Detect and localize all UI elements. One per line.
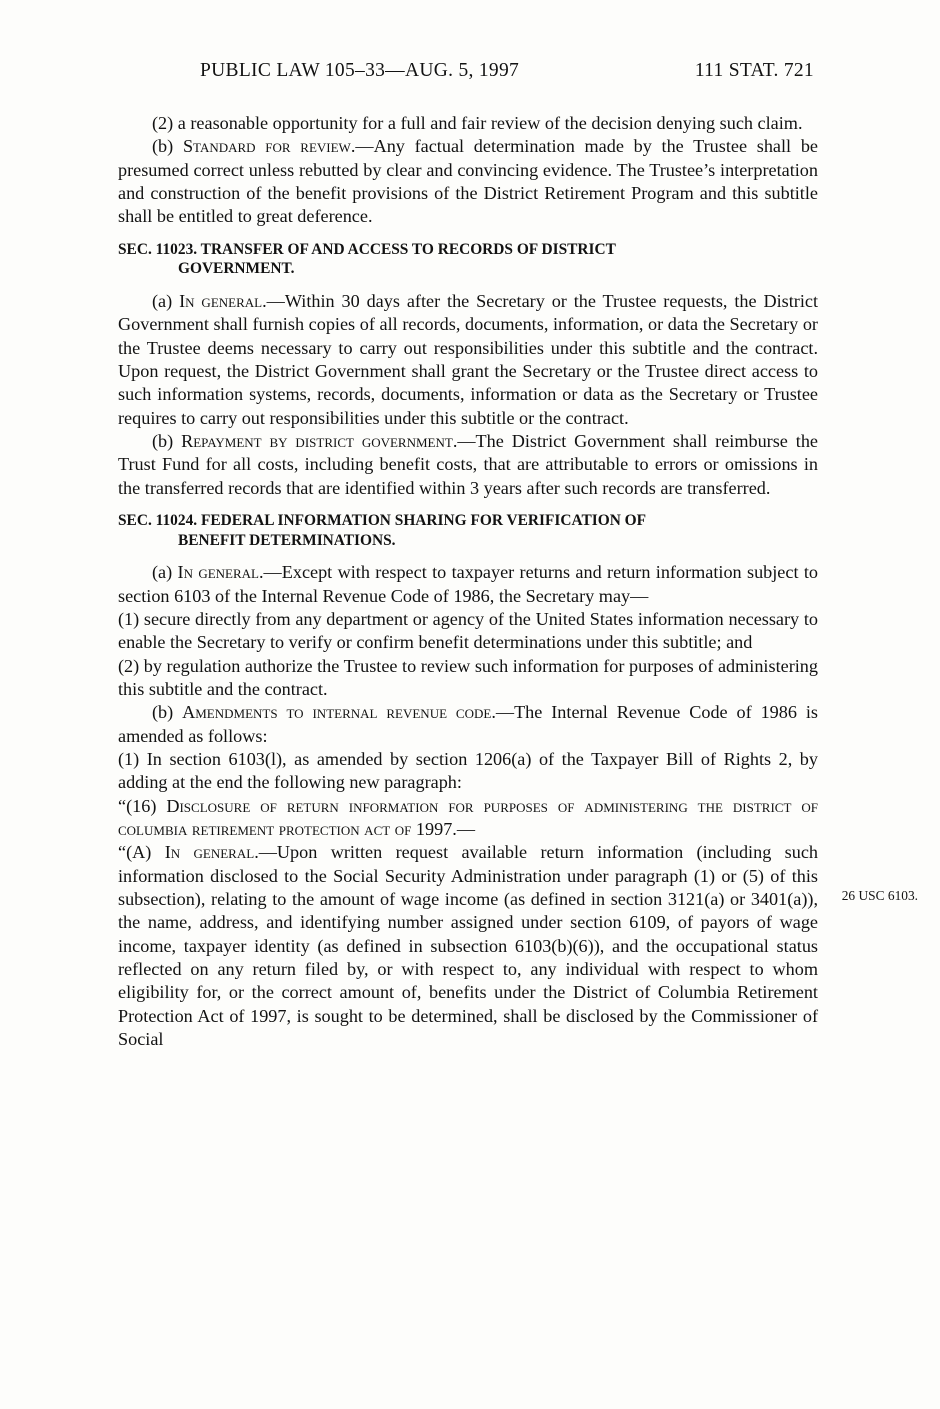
page-header [118, 60, 818, 82]
header-statute-page: 111 STAT. 721 [694, 60, 814, 81]
para-quoted-16-heading: “(16) Disclosure of return information for purposes of administering the district of columbia retirement protection act of 1997.— [118, 795, 818, 840]
para-11024-a: (a) In general.—Except with respect to taxpayer returns and return information subject to section 6103 of the Internal Revenue Code of 1986, the Secretary may— [118, 562, 819, 606]
section-heading-11023 [118, 240, 818, 279]
para-11023-b: (b) Repayment by district government.—The District Government shall reimburse the Trust Fund for all costs, including benefit costs, that are attributable to errors or omissions in the transferred records that are identified within 3 years after such records are transferred. [118, 431, 818, 498]
header-law-citation: PUBLIC LAW 105–33—AUG. 5, 1997 [200, 60, 520, 81]
para-11024-b-1: (1) In section 6103(l), as amended by section 1206(a) of the Taxpayer Bill of Rights 2, by adding at the end the following new paragraph: [118, 749, 818, 793]
section-heading-11024-line1: SEC. 11024. FEDERAL INFORMATION SHARING FOR VERIFICATION OF [118, 512, 647, 530]
section-heading-11024-line2: BENEFIT DETERMINATIONS. [178, 531, 396, 549]
para-11024-b: (b) Amendments to internal revenue code.—The Internal Revenue Code of 1986 is amended as follows: [118, 702, 818, 746]
para-clause-2-review: (2) a reasonable opportunity for a full and fair review of the decision denying such claim. [152, 113, 803, 133]
section-heading-11023-line1: SEC. 11023. TRANSFER OF AND ACCESS TO RECORDS OF DISTRICT [118, 240, 616, 258]
para-11024-a-2: (2) by regulation authorize the Trustee to review such information for purposes of administering this subtitle and the contract. [118, 655, 818, 700]
margin-note-usc-citation: 26 USC 6103. [841, 888, 918, 903]
section-heading-11024 [118, 511, 818, 550]
page-content [118, 60, 818, 1051]
para-b-standard-for-review: (b) Standard for review.—Any factual determination made by the Trustee shall be presumed correct unless rebutted by clear and convincing evidence. The Trustee’s interpretation and construction of the benefit provisions of the District Retirement Program and this subtitle shall be entitled to great deference. [118, 136, 818, 227]
para-11023-a: (a) In general.—Within 30 days after the Secretary or the Trustee requests, the District Government shall furnish copies of all records, documents, information, or data the Secretary or the Trustee deems necessary to carry out responsibilities under this subtitle and the contract. Upon request, the District Government shall grant the Secretary or the Trustee direct access to such information systems, records, documents, information or data as the Secretary or Trustee requires to carry out responsibilities under this subtitle or the contract. [118, 291, 819, 428]
para-11024-a-1: (1) secure directly from any department or agency of the United States information necessary to enable the Secretary to verify or confirm benefit determinations under this subtitle; and [118, 609, 818, 653]
para-quoted-A: “(A) In general.—Upon written request available return information (including such information disclosed to the Social Security Administration under paragraph (1) or (5) of this subsection), relating to the amount of wage income (as defined in section 3121(a) or 3401(a)), the name, address, and identifying number assigned under section 6109, of payors of wage income, taxpayer identity (as defined in subsection 6103(b)(6)), and the occupational status reflected on any return filed by, or with respect to, any individual with respect to whom eligibility for, or the correct amount of, benefits under the District of Columbia Retirement Protection Act of 1997, is sought to be determined, shall be disclosed by the Commissioner of Social [118, 842, 818, 1050]
section-heading-11023-line2: GOVERNMENT. [178, 260, 295, 278]
